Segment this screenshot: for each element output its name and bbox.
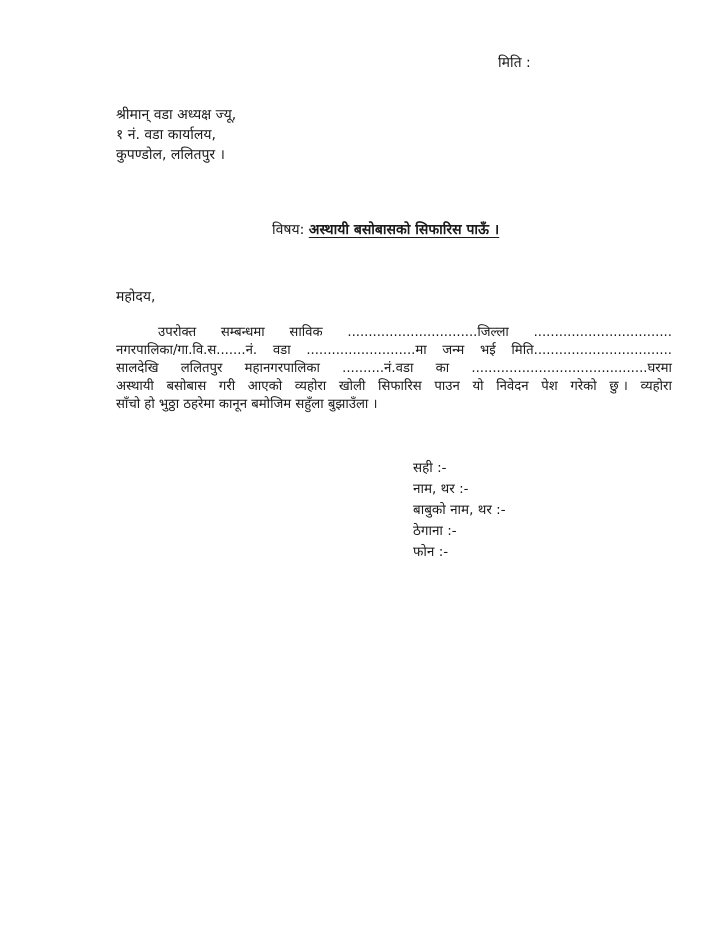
body-word: गरी bbox=[218, 379, 236, 394]
body-paragraph bbox=[116, 324, 672, 414]
body-word: ...............................जिल्ला bbox=[347, 325, 509, 340]
body-word: जन्म bbox=[442, 343, 465, 358]
address-line-2: १ नं. वडा कार्यालय, bbox=[116, 127, 216, 143]
body-word: ललितपुर bbox=[180, 361, 223, 376]
body-word: नगरपालिका/गा.वि.स.......नं. bbox=[116, 343, 258, 358]
body-word: ................................. bbox=[533, 325, 672, 340]
father-name-label: बाबुको नाम, थर :- bbox=[413, 502, 506, 518]
body-word: ..........................मा bbox=[306, 343, 427, 358]
body-word: मिति................................. bbox=[511, 343, 672, 358]
phone-label: फोन :- bbox=[413, 544, 449, 560]
subject-line bbox=[272, 220, 499, 239]
body-word: अस्थायी bbox=[116, 379, 154, 394]
name-label: नाम, थर :- bbox=[413, 481, 469, 497]
body-word: बसोबास bbox=[166, 379, 207, 394]
signature-block bbox=[413, 458, 506, 563]
body-line-2 bbox=[116, 342, 672, 360]
body-word: भई bbox=[479, 343, 496, 358]
body-word: खोली bbox=[338, 379, 366, 394]
address-line-1: श्रीमान् वडा अध्यक्ष ज्यू, bbox=[116, 107, 237, 123]
body-line-3 bbox=[116, 360, 672, 378]
body-word: पेश bbox=[541, 379, 558, 394]
body-word: सालदेखि bbox=[116, 361, 159, 376]
body-word: व्यहोरा bbox=[294, 379, 327, 394]
body-word: यो bbox=[472, 379, 484, 394]
body-word: साविक bbox=[289, 325, 323, 340]
body-line-5: साँचो हो भुठ्ठा ठहरेमा कानून बमोजिम सहुँला बुझाउँला । bbox=[116, 397, 378, 412]
address-line-3: कुपण्डोल, ललितपुर । bbox=[116, 147, 225, 163]
subject-text: अस्थायी बसोबासको सिफारिस पाऊँ । bbox=[308, 222, 500, 238]
address-label: ठेगाना :- bbox=[413, 523, 457, 539]
body-word: निवेदन bbox=[496, 379, 529, 394]
body-word: ..........नं.वडा bbox=[342, 361, 414, 376]
body-word: ..........................................घरमा bbox=[471, 361, 672, 376]
body-word: छु । bbox=[609, 379, 628, 394]
body-word: वडा bbox=[272, 343, 291, 358]
body-word: महानगरपालिका bbox=[244, 361, 320, 376]
body-word: सम्बन्धमा bbox=[220, 325, 265, 340]
body-line-1 bbox=[116, 324, 672, 342]
body-word: उपरोक्त bbox=[158, 325, 197, 340]
salutation: महोदय, bbox=[116, 289, 156, 305]
signature-label: सही :- bbox=[413, 460, 447, 476]
body-word: पाउन bbox=[434, 379, 460, 394]
body-word: आएको bbox=[247, 379, 283, 394]
body-word: सिफारिस bbox=[378, 379, 422, 394]
body-word: गरेको bbox=[570, 379, 597, 394]
body-word: व्यहोरा bbox=[640, 379, 672, 394]
body-word: का bbox=[435, 361, 450, 376]
subject-prefix: विषय: bbox=[272, 222, 305, 238]
recipient-address bbox=[116, 105, 236, 165]
body-line-4 bbox=[116, 378, 672, 396]
date-label: मिति : bbox=[498, 55, 531, 71]
